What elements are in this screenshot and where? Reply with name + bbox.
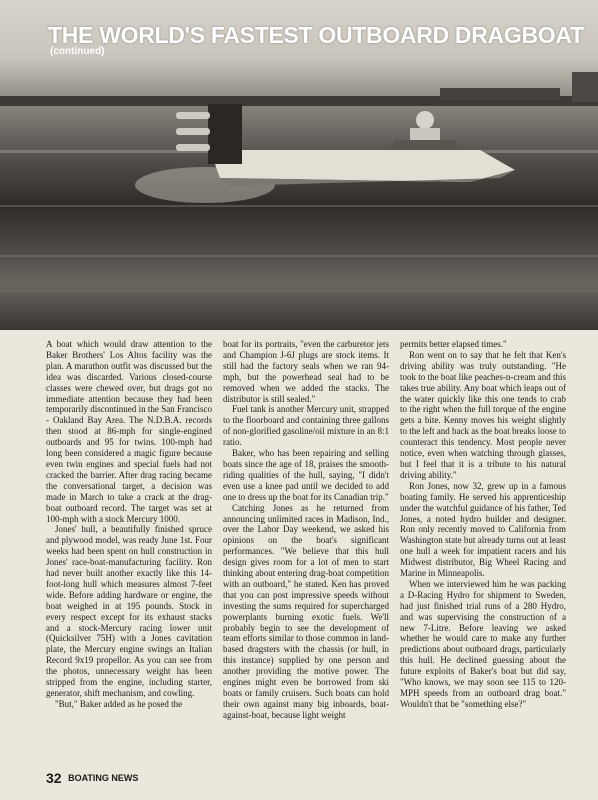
paragraph: Ron Jones, now 32, grew up in a famous boating family. He served his apprenticeship under the watchful guidance of his father, Ted Jones, a noted hydro builder and designer. Ron only recently moved to California from Washington state but already turns out at least one hull a week for impatient racers and his Midwest distributor, Big Wheel Racing and Marine in Minneapolis. <box>400 480 566 579</box>
paragraph: Catching Jones as he returned from announcing unlimited races in Madison, Ind., over the Labor Day weekend, we asked his opinions on the boat's significant performances. "We believe that this hull design gives room for a lot of men to start thinking about entering drag-boat competition with an outboard," he stated. Ken has proved that you can post impressive speeds without investing the sums required for supercharged powerplants burning exotic fuels. We'll probably begin to see the development of team efforts similar to those common in land-based dragsters with the chassis (or hull, in this instance) supplied by one person and another providing the motive power. The engines might even be borrowed from ski boats or family cruisers. Such boats can hold their own against many big inboards, boat-against-boat, because light weight <box>223 502 389 720</box>
column-1 <box>46 339 212 779</box>
paragraph: boat for its portraits, "even the carburetor jets and Champion J-6J plugs are stock items. It still had the factory seals when we ran 94-mph, but the powerhead seal had to be removed when we added the stacks. The distributor is still sealed." <box>223 339 389 404</box>
column-2 <box>223 339 389 779</box>
paragraph: permits better elapsed times." <box>400 339 507 349</box>
article-title: THE WORLD'S FASTEST OUTBOARD DRAGBOAT <box>48 22 584 48</box>
paragraph: When we interviewed him he was packing a D-Racing Hydro for shipment to Sweden, had just finished trial runs of a 280 Hydro, and was supervising the construction of a new 7-Litre. Before leaving we asked whether he would care to make any further predictions about outboard drags, particularly this hull. He declined guessing about the future exploits of Baker's boat but did say, "Who knows, we may soon see 115 to 120-MPH speeds from an outboard drag boat." Wouldn't that be "something else?" <box>400 578 566 709</box>
page-number: 32 <box>46 770 62 786</box>
article-body <box>46 339 566 779</box>
publication-name: BOATING NEWS <box>68 773 139 783</box>
paragraph: "But," Baker added as he posed the <box>55 698 183 709</box>
page-footer <box>46 770 138 786</box>
paragraph: Ron went on to say that he felt that Ken's driving ability was truly outstanding. "He took to the boat like peaches-n-cream and this takes true ability. Any boat which leaps out of the water quickly like this one tends to crab to the right when the full torque of the engine gets a bite. Kenny moves his weight slightly to the left and back as the boat breaks loose to counteract this tendency. Most people never notice, even when watching through glasses, but I feel that it is a tribute to his natural driving ability." <box>400 349 566 480</box>
paragraph: Baker, who has been repairing and selling boats since the age of 18, praises the smooth-riding qualities of the hull, saying, "I didn't even use a knee pad until we decided to add one to dress up the boat for its Canadian trip." <box>223 448 389 502</box>
column-3 <box>400 339 566 779</box>
article-subtitle: (continued) <box>50 46 105 57</box>
paragraph: Jones' hull, a beautifully finished spruce and plywood model, was ready June 1st. Four weeks had been spent on hull construction in Jones' race-boat-manufacturing facility. Ron had never built another exactly like this 14-foot-long hull which measures almost 7-feet wide. Before adding hardware or engine, the boat weighed in at 195 pounds. Stock in every respect except for its exhaust stacks and a stock-Mercury racing lower unit (Quicksilver 75H) with a Jones cavitation plate, the Mercury engine swings an Italian Record 9x19 propellor. As you can see from the photos, unnecessary weight has been stripped from the engine, including starter, generator, shift mechanism, and cowling. <box>46 524 212 698</box>
paragraph: A boat which would draw attention to the Baker Brothers' Los Altos facility was the plan. A marathon outfit was discussed but the idea was discarded. Various closed-course classes were chewed over, but drags got no immediate attention because they had been temporarily discontinued in the San Francisco - Oakland Bay Area. The N.D.B.A. records then stood at 86-mph for single-engined outboards and 95 for twins. 100-mph had long been considered a magic figure because even twin engines and special fuels had not cracked the barrier. After drag racing became the conversational target, a decision was made in March to take a crack at the drag-boat outboard record. The target was set at 100-mph with a stock Mercury 1000. <box>46 339 212 524</box>
dragboat-photo <box>0 0 598 330</box>
paragraph: Fuel tank is another Mercury unit, strapped to the floorboard and containing three gallons of non-glorified gasoline/oil mixture in an 8:1 ratio. <box>223 404 389 448</box>
